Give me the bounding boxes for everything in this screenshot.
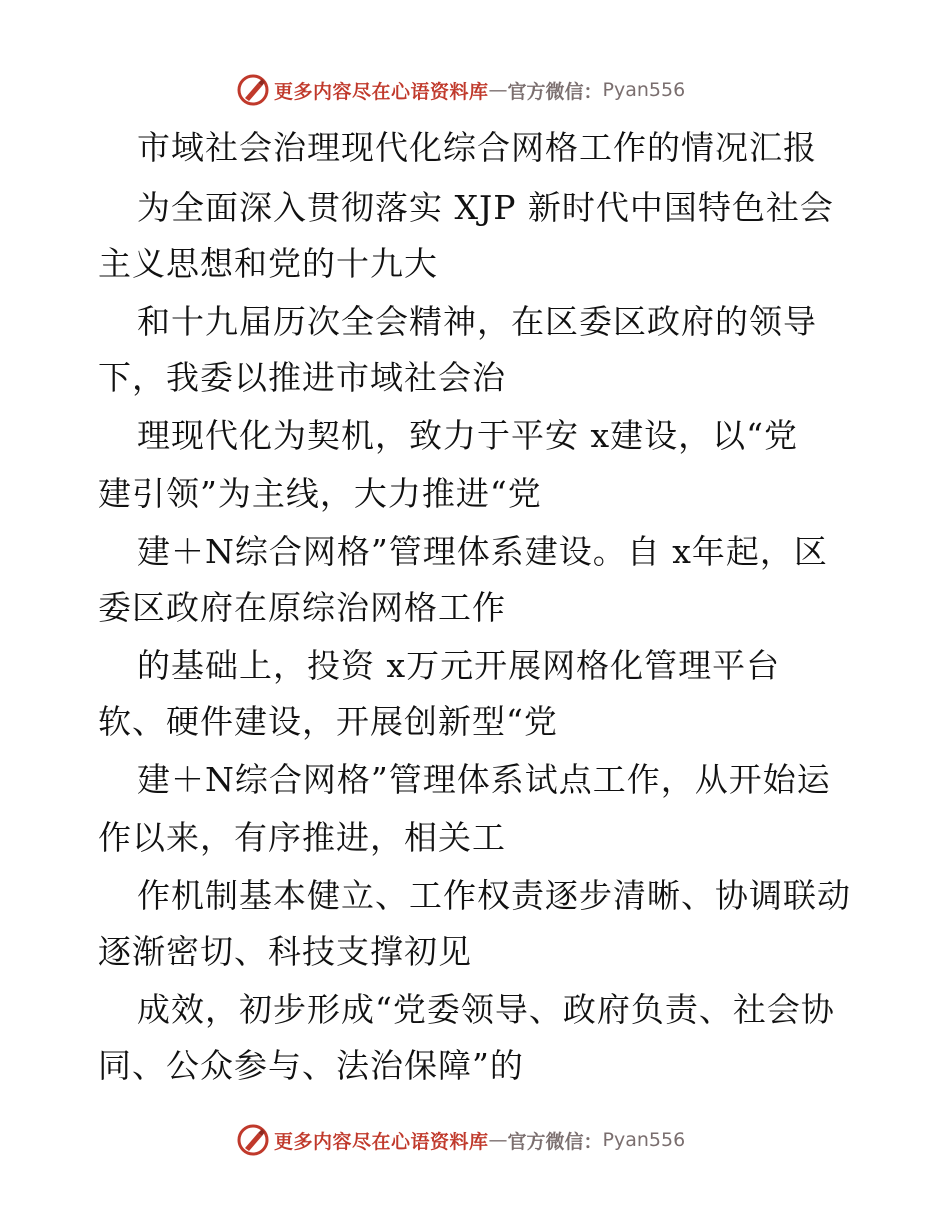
text-line: 的基础上，投资 x万元开展网格化管理平台 (137, 646, 781, 685)
text-line: 作机制基本健立、工作权责逐步清晰、协调联动 (137, 876, 851, 915)
document-title: 市域社会治理现代化综合网格工作的情况汇报 (137, 128, 817, 167)
watermark-wechat-handle: Pyan556 (602, 79, 686, 101)
text-line: 逐渐密切、科技支撑初见 (98, 932, 472, 971)
watermark-wechat-label: 官方微信： (507, 1130, 603, 1153)
text-line: 理现代化为契机，致力于平安 x建设，以“党 (137, 416, 798, 455)
text-line: 委区政府在原综治网格工作 (98, 588, 506, 627)
pen-nib-circle-icon (236, 1123, 270, 1157)
text-line: 同、公众参与、法治保障”的 (98, 1046, 524, 1085)
text-line: 作以来，有序推进，相关工 (98, 818, 506, 857)
watermark-wechat-label: 官方微信： (507, 80, 603, 103)
footer-watermark (236, 1122, 685, 1158)
watermark-dash: — (488, 1129, 508, 1151)
text-line: 主义思想和党的十九大 (98, 244, 438, 283)
text-line: 为全面深入贯彻落实 XJP 新时代中国特色社会 (137, 188, 834, 227)
watermark-wechat-handle: Pyan556 (602, 1129, 686, 1151)
watermark-slogan: 更多内容尽在心语资料库 (274, 1130, 489, 1153)
watermark-slogan: 更多内容尽在心语资料库 (274, 80, 489, 103)
text-line: 和十九届历次全会精神，在区委区政府的领导 (137, 302, 817, 341)
text-line: 建＋N综合网格”管理体系试点工作，从开始运 (137, 760, 831, 799)
watermark-dash: — (488, 79, 508, 101)
text-line: 建＋N综合网格”管理体系建设。自 x年起，区 (137, 532, 828, 571)
text-line: 下，我委以推进市域社会治 (98, 358, 506, 397)
text-line: 软、硬件建设，开展创新型“党 (98, 702, 558, 741)
text-line: 成效，初步形成“党委领导、政府负责、社会协 (137, 990, 835, 1029)
text-line: 建引领”为主线，大力推进“党 (98, 474, 542, 513)
